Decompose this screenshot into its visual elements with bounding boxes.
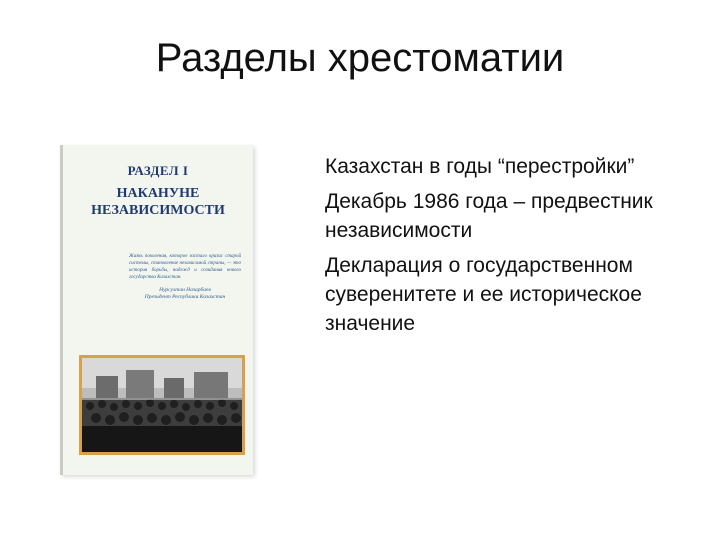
book-cover-image [60, 145, 253, 475]
crowd-photo-illustration [82, 358, 242, 452]
book-author-name: Нурсултан Назарбаев [159, 287, 211, 293]
book-epigraph: Жизнь поколения, которое застало кризис старой системы, становление независимой страны, — это история борьбы, надежд и созидания нового государства Казахстан. [129, 254, 241, 280]
section-item-sovereignty-declaration: Декларация о государственном суверенитете и ее историческое значение [325, 254, 642, 335]
book-section-label: РАЗДЕЛ I [127, 163, 189, 178]
sections-list [325, 152, 685, 344]
book-author-title: Президент Республики Казахстан [144, 294, 226, 300]
book-epigraph-author [129, 287, 241, 301]
section-item-perestroika: Казахстан в годы “перестройки” [325, 155, 635, 178]
book-name-line-2: НЕЗАВИСИМОСТИ [91, 203, 225, 218]
section-item-december-1986: Декабрь 1986 года – предвестник независимости [325, 190, 653, 242]
book-section-name [63, 185, 253, 219]
book-name-line-1: НАКАНУНЕ [116, 186, 200, 201]
slide-title: Разделы хрестоматии [155, 36, 565, 80]
book-cover-photo [79, 355, 245, 455]
